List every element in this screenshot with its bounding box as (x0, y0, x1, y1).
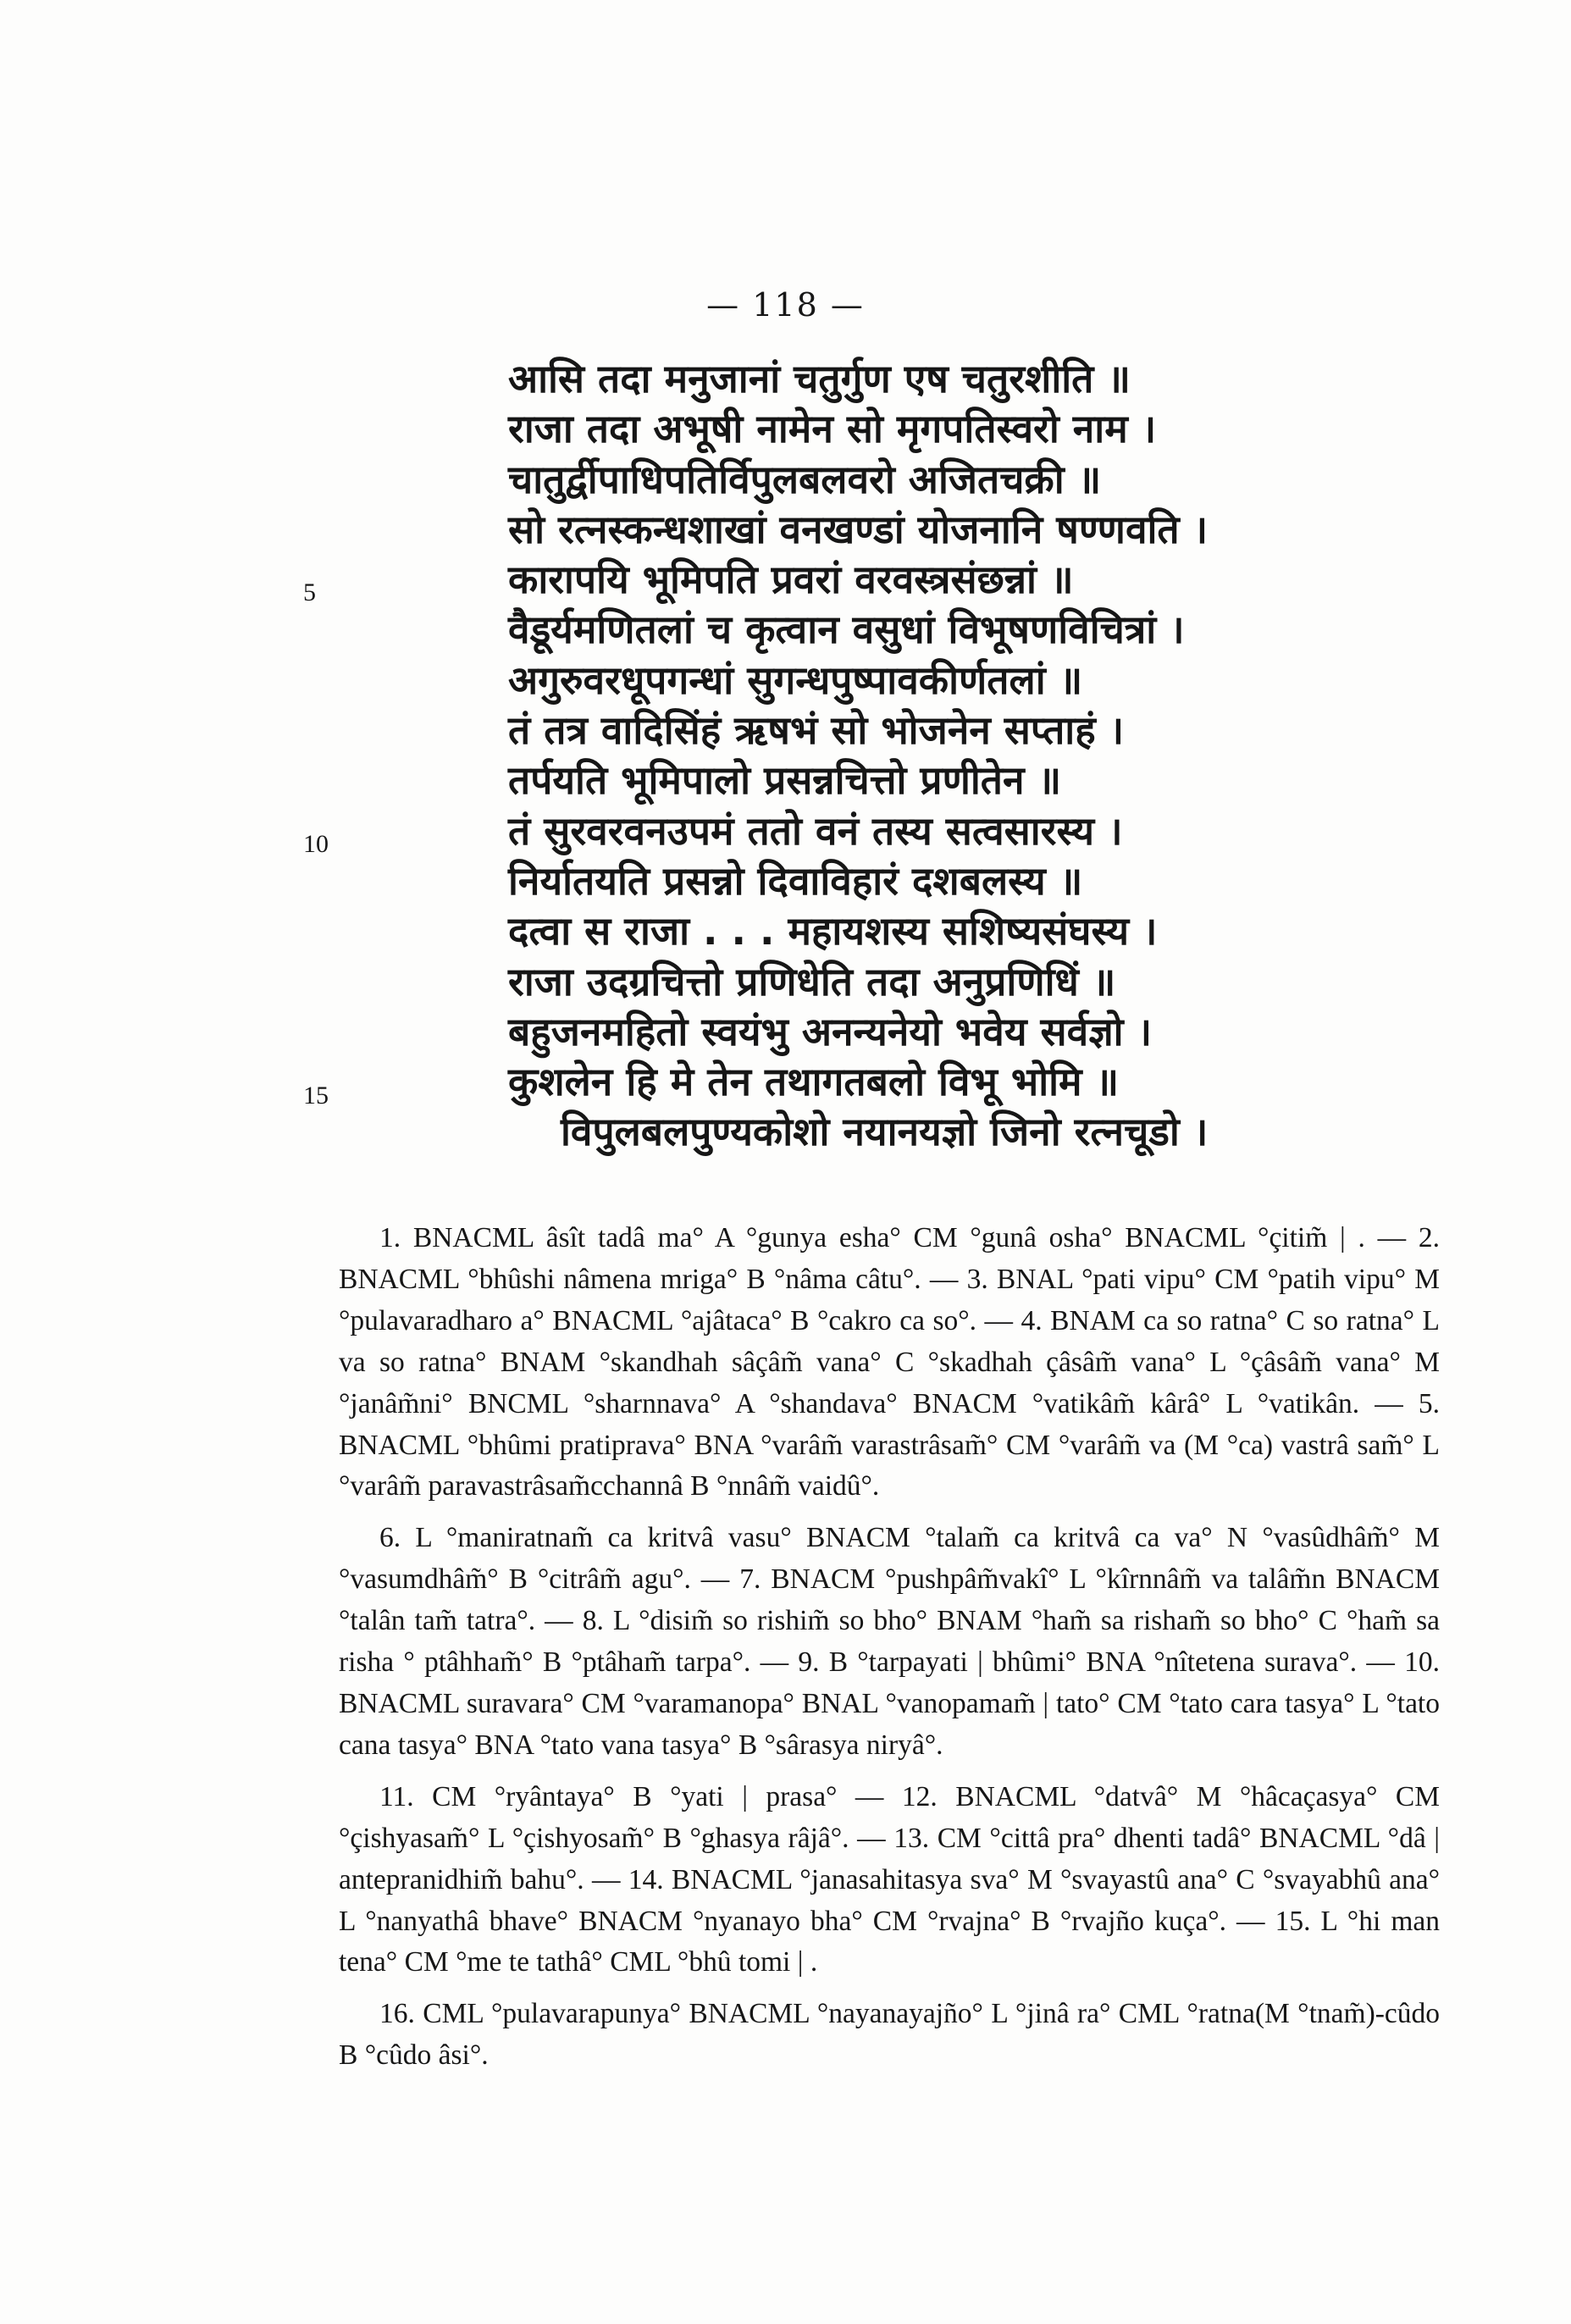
verse-line: राजा उदग्रचित्तो प्रणिधेति तदा अनुप्रणिधिं ॥ (508, 958, 1116, 1004)
note-paragraph: 6. L °maniratnam̃ ca kritvâ vasu° BNACM °talam̃ ca kritvâ ca va° N °vasûdhâm̃° M °vasumdhâm̃° B °citrâm̃ agu°. — 7. BNACM °pushpâm̃vakî° L °kîrnnâm̃ va talâm̃n BNACM °talân tam̃ tatra°. — 8. L °disim̃ so rishim̃ so bho° BNAM °ham̃ sa risham̃ so bho° C °ham̃ sa risha ° ptâhham̃° B °ptâham̃ tarpa°. — 9. B °tarpayati | bhûmi° BNA °nîtetena surava°. — 10. BNACML suravara° CM °varamanopa° BNAL °vanopamam̃ | tato° CM °tato cara tasya° L °tato cana tasya° BNA °tato vana tasya° B °sârasya niryâ°. (339, 1522, 1440, 1761)
verse-line: सो रत्नस्कन्धशाखां वनखण्डां योजनानि षण्णवति । (508, 506, 1209, 552)
verse-line: राजा तदा अभूषी नामेन सो मृगपतिस्वरो नाम । (508, 406, 1157, 452)
margin-line-number-10: 10 (303, 830, 329, 858)
sanskrit-verse-block (508, 354, 1270, 1158)
verse-line: दत्वा स राजा . . . महायशस्य सशिष्यसंघस्य । (508, 908, 1158, 955)
verse-line: तं तत्र वादिसिंहं ऋषभं सो भोजनेन सप्ताहं । (508, 707, 1125, 754)
verse-line: अगुरुवरधूपगन्धां सुगन्धपुष्पावकीर्णतलां ॥ (508, 656, 1083, 703)
note-paragraph: 1. BNACML âsît tadâ ma° A °gunya esha° CM °gunâ osha° BNACML °çitim̃ | . — 2. BNACML °bhûshi nâmena mriga° B °nâma câtu°. — 3. BNAL °pati vipu° CM °patih vipu° M °pulavaradharo a° BNACML °ajâtaca° B °cakro ca so°. — 4. BNAM ca so ratna° C so ratna° L va so ratna° BNAM °skandhah sâçâm̃ vana° C °skadhah çâsâm̃ vana° L °çâsâm̃ vana° M °janâm̃ni° BNCML °sharnnava° A °shandava° BNACM °vatikâm̃ kârâ° L °vatikân. — 5. BNACML °bhûmi pratiprava° BNA °varâm̃ varastrâsam̃° CM °varâm̃ va (M °ca) vastrâ sam̃° L °varâm̃ paravastrâsam̃cchannâ B °nnâm̃ vaidû°. (339, 1222, 1440, 1502)
note-paragraph: 16. CML °pulavarapunya° BNACML °nayanayajño° L °jinâ ra° CML °ratna(M °tnam̃)-cûdo B °cûdo âsi°. (339, 1998, 1440, 2072)
margin-line-number-15: 15 (303, 1082, 329, 1109)
verse-line: विपुलबलपुण्यकोशो नयानयज्ञो जिनो रत्नचूडो । (561, 1109, 1209, 1155)
verse-line: कारापयि भूमिपति प्रवरां वरवस्त्रसंछन्नां ॥ (508, 556, 1074, 603)
verse-line: आसि तदा मनुजानां चतुर्गुण एष चतुरशीति ॥ (508, 356, 1131, 401)
note-paragraph: 11. CM °ryântaya° B °yati | prasa° — 12. BNACML °datvâ° M °hâcaçasya° CM °çishyasam̃° L °çishyosam̃° B °ghasya râjâ°. — 13. CM °cittâ pra° dhenti tadâ° BNACML °dâ | antepranidhim̃ bahu°. — 14. BNACML °janasahitasya sva° M °svayastû ana° C °svayabhû ana° L °nanyathâ bhave° BNACM °nyanayo bha° CM °rvajna° B °rvajño kuça°. — 15. L °hi man tena° CM °me te tathâ° CML °bhû tomi | . (339, 1780, 1440, 1978)
margin-line-number-5: 5 (303, 578, 316, 606)
page-number: — 118 — (706, 286, 865, 324)
verse-line: बहुजनमहितो स्वयंभु अनन्यनेयो भवेय सर्वज्ञो । (508, 1008, 1153, 1054)
verse-line: निर्यातयति प्रसन्नो दिवाविहारं दशबलस्य ॥ (508, 857, 1083, 904)
verse-line: वैडूर्यमणितलां च कृत्वान वसुधां विभूषणविचित्रां । (508, 606, 1185, 653)
verse-line: तर्पयति भूमिपालो प्रसन्नचित्तो प्रणीतेन ॥ (508, 757, 1062, 804)
verse-line: तं सुरवरवनउपमं ततो वनं तस्य सत्वसारस्य । (508, 807, 1123, 854)
verse-line: कुशलेन हि मे तेन तथागतबलो विभू भोमि ॥ (508, 1059, 1120, 1105)
critical-apparatus-notes (339, 1218, 1440, 2087)
verse-line: चातुर्द्वीपाधिपतिर्विपुलबलवरो अजितचक्री ॥ (508, 456, 1102, 502)
